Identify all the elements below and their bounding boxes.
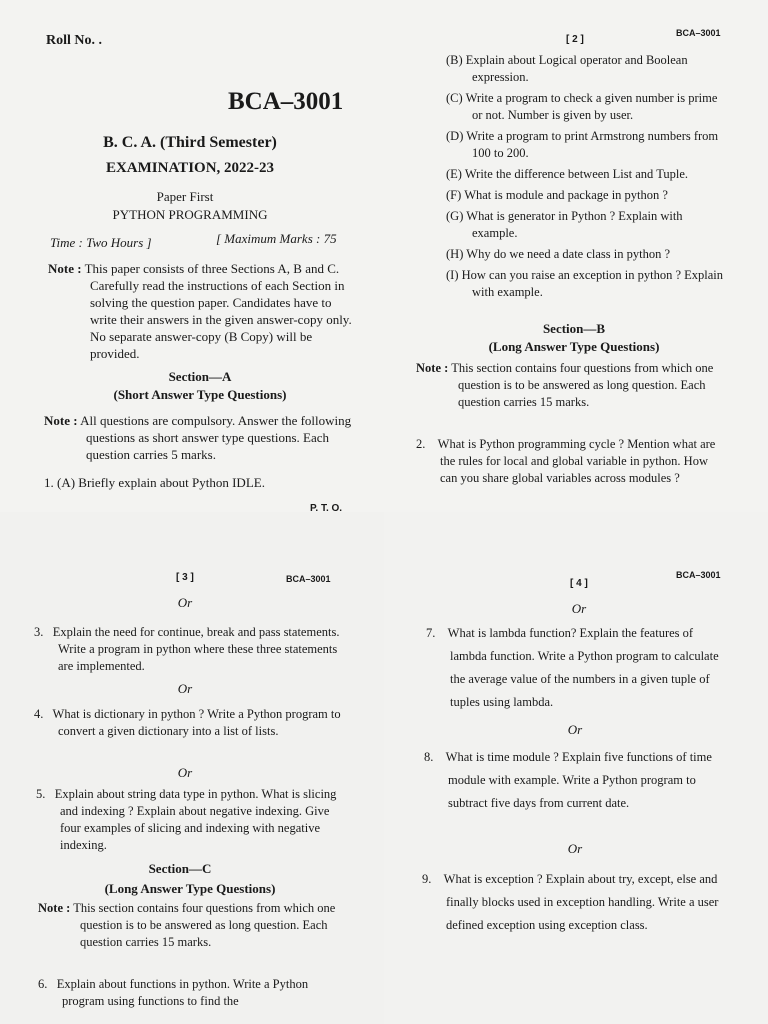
section-a-subheading: (Short Answer Type Questions) xyxy=(113,387,287,402)
section-a-questions xyxy=(446,52,728,301)
section-c-note xyxy=(38,900,344,951)
question-9: 9. What is exception ? Explain about try, except, else and finally blocks used in exception handling. Write a user defined exception using exception class. xyxy=(422,872,719,932)
or-divider: Or xyxy=(177,765,193,780)
max-marks: [ Maximum Marks : 75 xyxy=(216,231,337,246)
or-divider: Or xyxy=(177,681,193,696)
note-label: Note : xyxy=(44,413,78,428)
question-8: 8. What is time module ? Explain five functions of time module with example. Write a Python program to subtract five days from current date. xyxy=(424,750,712,810)
question-1i: (I) How can you raise an exception in python ? Explain with example. xyxy=(446,268,724,299)
general-note xyxy=(48,260,356,362)
question-2: 2. What is Python programming cycle ? Mention what are the rules for local and global variable in python. How can you share global variables across modules ? xyxy=(416,437,716,485)
roll-number-label: Roll No. . xyxy=(46,33,102,48)
note-label: Note : xyxy=(48,261,82,276)
page-number: [ 3 ] xyxy=(176,572,194,583)
paper-code: BCA–3001 xyxy=(228,88,344,115)
note-label: Note : xyxy=(38,901,71,915)
question-1e: (E) Write the difference between List and Tuple. xyxy=(446,167,689,181)
question-1f: (F) What is module and package in python ? xyxy=(446,188,668,202)
question-1h: (H) Why do we need a date class in python ? xyxy=(446,247,671,261)
paper-number: Paper First xyxy=(156,189,214,204)
section-a-note xyxy=(44,412,356,463)
paper-code: BCA–3001 xyxy=(286,574,331,584)
question-1c: (C) Write a program to check a given number is prime or not. Number is given by user. xyxy=(446,91,718,122)
or-divider: Or xyxy=(567,841,583,856)
question-3: 3. Explain the need for continue, break and pass statements. Write a program in python where these three statements are implemented. xyxy=(34,625,340,673)
question-4: 4. What is dictionary in python ? Write a Python program to convert a given dictionary into a list of lists. xyxy=(34,707,341,738)
exam-title: EXAMINATION, 2022-23 xyxy=(105,160,275,176)
question-1g: (G) What is generator in Python ? Explain with example. xyxy=(446,209,683,240)
page-3 xyxy=(0,512,384,1024)
page-number: [ 2 ] xyxy=(566,34,584,45)
note-text: This paper consists of three Sections A, B and C. Carefully read the instructions of each Section in solving the question paper. Candidates have to write their answers in the given answer-copy only. No separate answer-copy (B Copy) will be provided. xyxy=(84,261,352,361)
question-7: 7. What is lambda function? Explain the features of lambda function. Write a Python program to calculate the average value of the numbers in a given tuple of tuples using lambda. xyxy=(426,626,719,709)
paper-code: BCA–3001 xyxy=(676,28,721,38)
section-b-note xyxy=(416,360,728,411)
page-4 xyxy=(384,512,768,1024)
or-divider: Or xyxy=(177,595,193,610)
note-text: This section contains four questions from which one question is to be answered as long question. Each question carries 15 marks. xyxy=(73,901,336,949)
section-a-heading: Section—A xyxy=(168,369,232,384)
subject-title: PYTHON PROGRAMMING xyxy=(112,207,268,222)
paper-code: BCA–3001 xyxy=(676,570,721,580)
question-1d: (D) Write a program to print Armstrong numbers from 100 to 200. xyxy=(446,129,719,160)
question-1a: 1. (A) Briefly explain about Python IDLE. xyxy=(44,475,265,490)
pto-marker: P. T. O. xyxy=(310,503,343,512)
page-2 xyxy=(384,0,768,512)
section-b-heading: Section—B xyxy=(542,321,606,336)
course-title: B. C. A. (Third Semester) xyxy=(103,134,277,151)
or-divider: Or xyxy=(567,722,583,737)
section-c-subheading: (Long Answer Type Questions) xyxy=(104,881,276,896)
or-divider: Or xyxy=(571,601,587,616)
section-b-subheading: (Long Answer Type Questions) xyxy=(488,339,660,354)
question-6: 6. Explain about functions in python. Write a Python program using functions to find the xyxy=(38,977,309,1008)
question-1b: (B) Explain about Logical operator and Boolean expression. xyxy=(446,53,688,84)
section-c-heading: Section—C xyxy=(148,861,212,876)
note-text: This section contains four questions from which one question is to be answered as long question. Each question carries 15 marks. xyxy=(451,361,714,409)
time-allowed: Time : Two Hours ] xyxy=(50,235,152,250)
note-text: All questions are compulsory. Answer the following questions as short answer type questions. Each question carries 5 marks. xyxy=(80,413,352,462)
page-1 xyxy=(0,0,384,512)
note-label: Note : xyxy=(416,361,449,375)
question-5: 5. Explain about string data type in python. What is slicing and indexing ? Explain about negative indexing. Give four examples of slicing and indexing with negative indexing. xyxy=(36,787,337,852)
page-number: [ 4 ] xyxy=(570,578,588,589)
